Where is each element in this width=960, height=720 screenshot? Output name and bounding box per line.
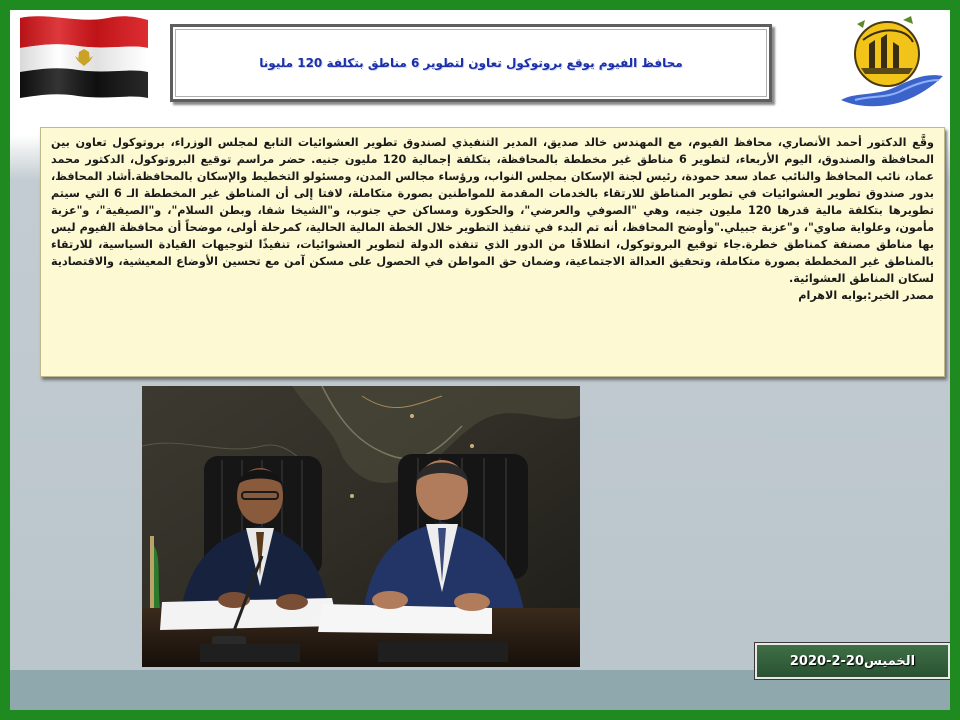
title-inner-frame bbox=[175, 29, 767, 97]
date-badge bbox=[755, 643, 950, 679]
article-panel bbox=[40, 127, 945, 377]
protocol-signing-photo bbox=[142, 386, 580, 667]
page-title: محافظ الفيوم يوقع بروتوكول تعاون لتطوير 6 مناطق بتكلفة 120 مليونا bbox=[259, 56, 683, 70]
fayoum-governorate-logo-icon bbox=[835, 10, 947, 114]
date-text: الخميس20-2-2020 bbox=[789, 653, 916, 669]
title-box bbox=[170, 24, 772, 102]
article-source: مصدر الخبر:بوابه الاهرام bbox=[798, 289, 934, 302]
egypt-flag-icon bbox=[18, 10, 150, 102]
article-body: وقَّع الدكتور أحمد الأنصاري، محافظ الفيوم، مع المهندس خالد صديق، المدير التنفيذي لصندوق تطوير العشوائيات التابع لمجلس الوزراء، بروتوكول تعاون بين المحافظة والصندوق، اليوم الأربعاء، لتطوير 6 مناطق غير مخططة بالمحافظة، بتكلفة إجمالية 120 مليون جنيه. حضر مراسم توقيع البروتوكول، الدكتور محمد عماد، نائب المحافظ والنائب عماد سعد حمودة، رئيس لجنة الإسكان بمجلس النواب، ورؤساء مجالس المدن، ومسئولو التخطيط والإسكان بالمحافظة.أشاد المحافظ، بدور صندوق تطوير العشوائيات في تطوير المناطق للارتقاء بالخدمات المقدمة للمواطنين بصورة متكاملة، لافتا إلى أن المناطق غير المخططة الـ 6 التي سيتم تطويرها بتكلفة مالية قدرها 120 مليون جنيه، وهي "الصوفي والعرضي"، والحكورة ومساكن حي جنوب، و"الشيخا شفا، وبطن السلام"، و"الصيفية"، و"عزبة مأمون، وعلواية صاوي"، و"عزبة جبيلي."وأوضح المحافظ، أنه تم البدء في تنفيذ التطوير خلال الخطة المالية الحالية، كمرحلة أولى، موضحاً أن محافظة الفيوم ليس بها مناطق مصنفة كمناطق خطرة.جاء توقيع البروتوكول، انطلاقًا من الدور الذي تنفذه الدولة لتطوير العشوائيات، تنفيذًا لتوجيهات القيادة السياسية، للارتقاء بالمناطق غير المخططة بصورة متكاملة، وتحقيق العدالة الاجتماعية، وضمان حق المواطن في الحصول على مسكن آمن مع تحسين الأوضاع المعيشية، والاقتصادية لسكان المناطق العشوائية. bbox=[51, 136, 935, 285]
